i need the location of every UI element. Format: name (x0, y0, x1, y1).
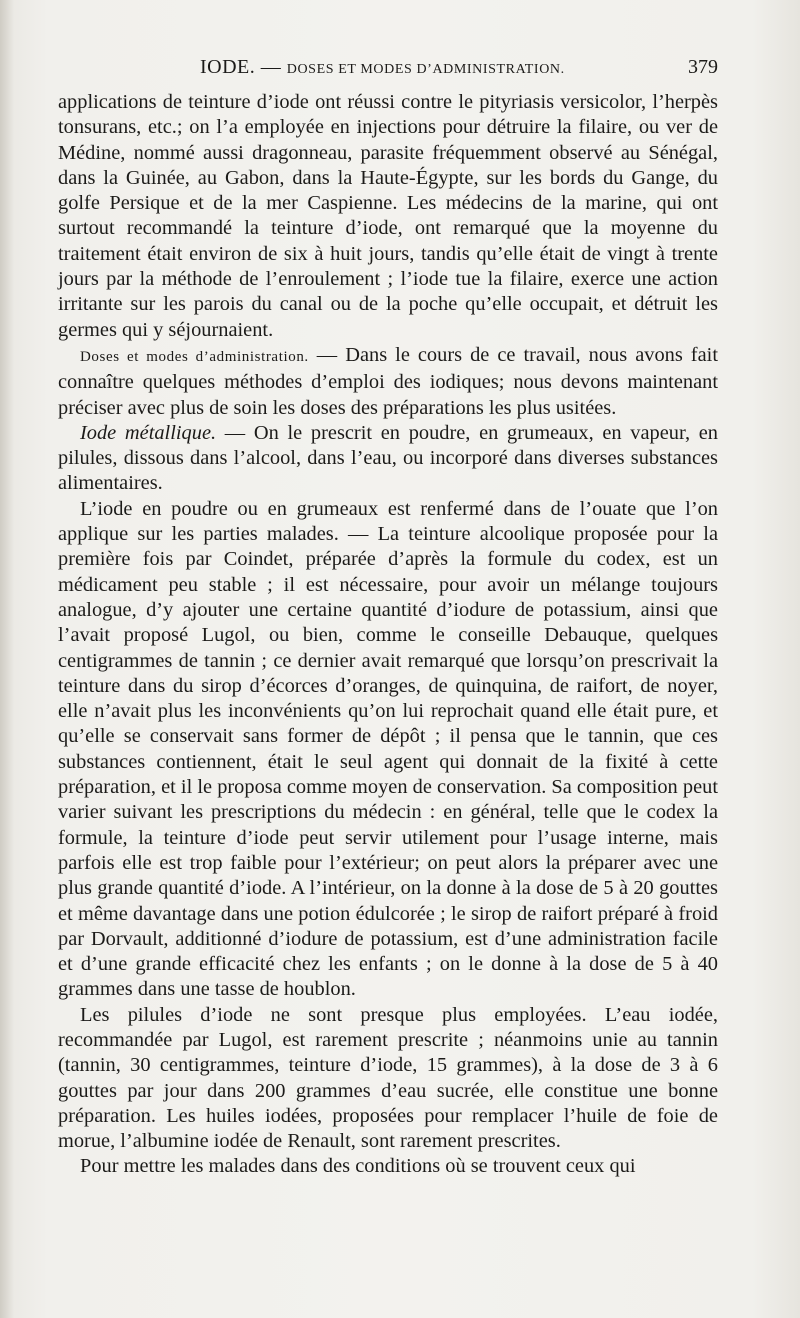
paragraph-text: Les pilules d’iode ne sont presque plus employées. L’eau iodée, recommandée par Lugol, est rarement prescrite ; néanmoins unie au tannin (tannin, 30 centigrammes, teinture d’iode, 15 grammes), à la dose de 3 à 6 gouttes par jour dans 200 grammes d’eau sucrée, elle constitue une bonne préparation. Les huiles iodées, proposées pour remplacer l’huile de foie de morue, l’albumine iodée de Renault, sont rarement prescrites. (58, 1003, 718, 1153)
running-title (200, 56, 565, 79)
header-section: DOSES ET MODES D’ADMINISTRATION. (286, 62, 565, 77)
subsection-heading: Iode métallique. (80, 421, 217, 444)
paragraph (58, 343, 718, 421)
paragraph-text: applications de teinture d’iode ont réussi contre le pityriasis versicolor, l’herpès tonsurans, etc.; on l’a employée en injections pour détruire la filaire, ou ver de Médine, nommé aussi dragonneau, parasite fréquemment observé au Sénégal, dans la Guinée, au Gabon, dans la Haute-Égypte, sur les bords du Gange, du golfe Persique et de la mer Caspienne. Les médecins de la marine, qui ont surtout recommandé la teinture d’iode, ont remarqué que la moyenne du traitement était environ de six à huit jours, tandis qu’elle était de vingt à trente jours par la méthode de l’enroulement ; l’iode tue la filaire, exerce une action irritante sur les parois du canal ou de la poche qu’elle occupait, et détruit les germes qui y séjournaient. (58, 91, 718, 341)
paragraph (58, 497, 718, 1003)
page-number: 379 (688, 56, 718, 78)
paragraph (58, 90, 718, 343)
paragraph-text: — On le prescrit en poudre, en grumeaux, en vapeur, en pilules, dissous dans l’alcool, dans l’eau, ou incorporé dans diverses substances alimentaires. (58, 421, 719, 495)
paragraph-text: — Dans le cours de ce travail, nous avons fait connaître quelques méthodes d’emploi des iodiques; nous devons maintenant préciser avec plus de soin les doses des préparations les plus usitées. (58, 343, 718, 419)
section-heading: Doses et modes d’administration. (80, 348, 309, 365)
header-dash: — (260, 56, 282, 78)
body-text (58, 90, 718, 1180)
paragraph-text: Pour mettre les malades dans des conditions où se trouvent ceux qui (80, 1155, 636, 1178)
paragraph (58, 421, 718, 497)
header-title: IODE. (200, 56, 256, 78)
paragraph (58, 1003, 718, 1155)
running-header (58, 56, 718, 86)
paragraph (58, 1154, 718, 1179)
paragraph-text: L’iode en poudre ou en grumeaux est renfermé dans de l’ouate que l’on applique sur les parties malades. — La teinture alcoolique proposée pour la première fois par Coindet, préparée d’après la formule du codex, est un médicament peu stable ; il est nécessaire, pour avoir un mélange toujours analogue, d’y ajouter une certaine quantité d’iodure de potassium, ainsi que l’avait proposé Lugol, ou bien, comme le conseille Debauque, quelques centigrammes de tannin ; ce dernier avait remarqué que lorsqu’on prescrivait la teinture dans du sirop d’écorces d’oranges, de quinquina, de raifort, de noyer, elle n’avait plus les inconvénients qu’on lui reprochait quand elle était pure, et qu’elle se conservait sans former de dépôt ; il pensa que le tannin, que ces substances contiennent, était le seul agent qui donnait de la fixité à cette préparation, et il le proposa comme moyen de conservation. Sa composition peut varier suivant les prescriptions du médecin : en général, telle que le codex la formule, la teinture d’iode peut servir utilement pour l’usage interne, mais parfois elle est trop faible pour l’extérieur; on peut alors la préparer avec une plus grande quantité d’iode. A l’intérieur, on la donne à la dose de 5 à 20 gouttes et même davantage dans une potion édulcorée ; le sirop de raifort préparé à froid par Dorvault, additionné d’iodure de potassium, est d’une administration facile et d’une grande efficacité chez les enfants ; on le donne à la dose de 5 à 40 grammes dans une tasse de houblon. (58, 497, 718, 1001)
